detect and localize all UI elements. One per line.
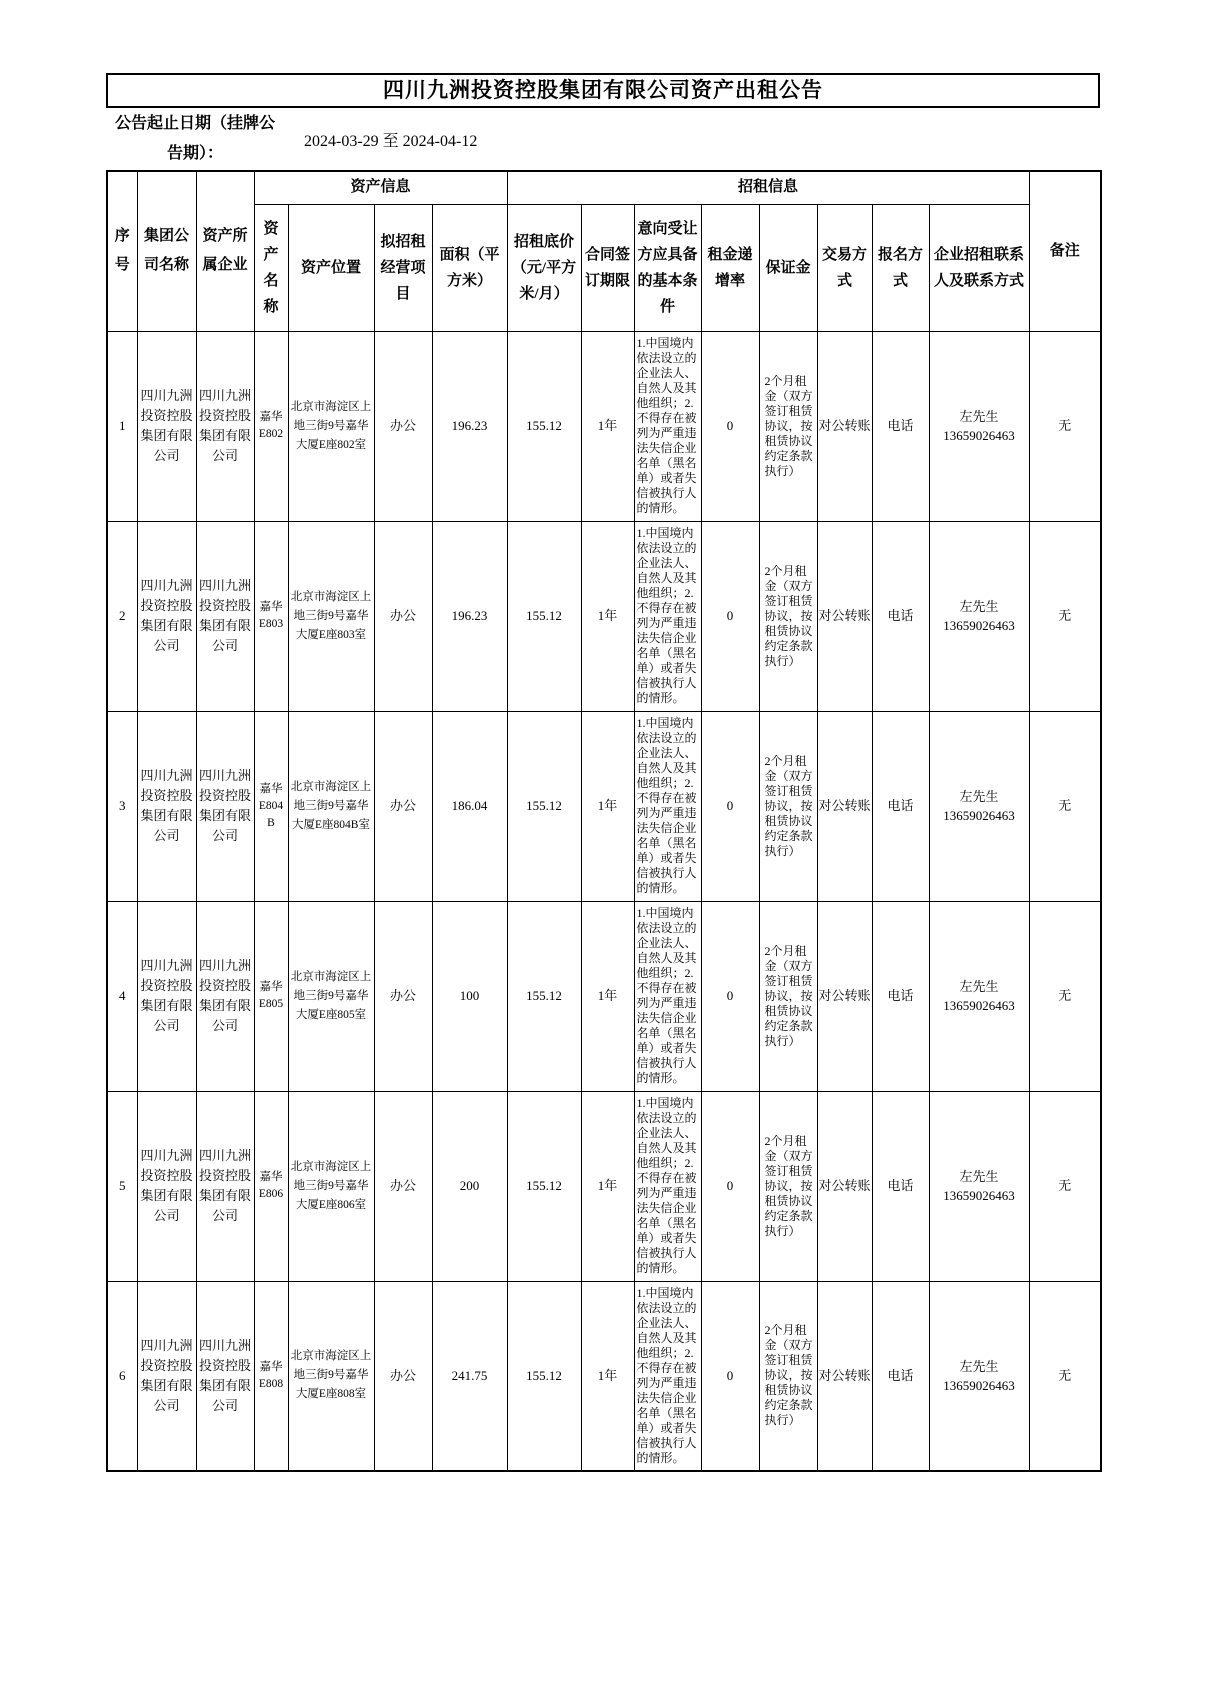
table-row: [107, 521, 1101, 711]
cell-registration-method: 电话: [872, 331, 929, 521]
table-body: [107, 331, 1101, 1471]
cell-area: 196.23: [432, 331, 507, 521]
cell-group-company: 四川九洲投资控股集团有限公司: [137, 901, 196, 1091]
cell-asset-name: 嘉华E804B: [254, 711, 288, 901]
cell-conditions: 1.中国境内依法设立的企业法人、自然人及其他组织；2.不得存在被列为严重违法失信企业名单（黑名单）或者失信被执行人的情形。: [634, 331, 701, 521]
cell-deposit: 2个月租金（双方签订租赁协议，按租赁协议约定条款执行）: [759, 1091, 817, 1281]
cell-conditions: 1.中国境内依法设立的企业法人、自然人及其他组织；2.不得存在被列为严重违法失信企业名单（黑名单）或者失信被执行人的情形。: [634, 1281, 701, 1471]
cell-contract-term: 1年: [581, 1091, 634, 1281]
cell-rent-increase: 0: [701, 1091, 759, 1281]
cell-business: 办公: [374, 521, 432, 711]
cell-owner-company: 四川九洲投资控股集团有限公司: [196, 1281, 254, 1471]
contact-name: 左先生: [959, 979, 999, 994]
cell-owner-company: 四川九洲投资控股集团有限公司: [196, 711, 254, 901]
cell-conditions: 1.中国境内依法设立的企业法人、自然人及其他组织；2.不得存在被列为严重违法失信企业名单（黑名单）或者失信被执行人的情形。: [634, 901, 701, 1091]
group-header-asset-info: 资产信息: [254, 171, 507, 204]
cell-registration-method: 电话: [872, 1281, 929, 1471]
cell-transaction-method: 对公转账: [817, 711, 872, 901]
cell-area: 196.23: [432, 521, 507, 711]
cell-remark: 无: [1029, 1091, 1101, 1281]
col-header-registration-method: 报名方式: [872, 204, 929, 331]
cell-asset-location: 北京市海淀区上地三街9号嘉华大厦E座803室: [288, 521, 374, 711]
table-group-header-row: [107, 171, 1101, 204]
col-header-contract-term: 合同签订期限: [581, 204, 634, 331]
cell-asset-location: 北京市海淀区上地三街9号嘉华大厦E座804B室: [288, 711, 374, 901]
cell-asset-location: 北京市海淀区上地三街9号嘉华大厦E座802室: [288, 331, 374, 521]
table-row: [107, 901, 1101, 1091]
cell-asset-location: 北京市海淀区上地三街9号嘉华大厦E座808室: [288, 1281, 374, 1471]
contact-name: 左先生: [959, 789, 999, 804]
cell-area: 100: [432, 901, 507, 1091]
cell-owner-company: 四川九洲投资控股集团有限公司: [196, 1091, 254, 1281]
cell-base-price: 155.12: [507, 1091, 581, 1281]
cell-rent-increase: 0: [701, 1281, 759, 1471]
cell-group-company: 四川九洲投资控股集团有限公司: [137, 1281, 196, 1471]
cell-remark: 无: [1029, 331, 1101, 521]
cell-deposit: 2个月租金（双方签订租赁协议，按租赁协议约定条款执行）: [759, 331, 817, 521]
contact-phone: 13659026463: [943, 998, 1015, 1013]
cell-base-price: 155.12: [507, 521, 581, 711]
cell-transaction-method: 对公转账: [817, 901, 872, 1091]
cell-asset-name: 嘉华E802: [254, 331, 288, 521]
cell-deposit: 2个月租金（双方签订租赁协议，按租赁协议约定条款执行）: [759, 1281, 817, 1471]
cell-contract-term: 1年: [581, 901, 634, 1091]
table-row: [107, 711, 1101, 901]
col-header-conditions: 意向受让方应具备的基本条件: [634, 204, 701, 331]
col-header-rent-increase: 租金递增率: [701, 204, 759, 331]
cell-registration-method: 电话: [872, 901, 929, 1091]
col-header-owner-company: 资产所属企业: [196, 171, 254, 331]
group-header-rental-info: 招租信息: [507, 171, 1029, 204]
cell-remark: 无: [1029, 521, 1101, 711]
contact-phone: 13659026463: [943, 618, 1015, 633]
cell-index: 6: [107, 1281, 137, 1471]
announcement-period-row: [106, 108, 1100, 170]
cell-contact: [929, 901, 1029, 1091]
cell-base-price: 155.12: [507, 711, 581, 901]
cell-rent-increase: 0: [701, 711, 759, 901]
cell-group-company: 四川九洲投资控股集团有限公司: [137, 1091, 196, 1281]
cell-asset-name: 嘉华E808: [254, 1281, 288, 1471]
cell-owner-company: 四川九洲投资控股集团有限公司: [196, 901, 254, 1091]
cell-registration-method: 电话: [872, 1091, 929, 1281]
cell-asset-name: 嘉华E805: [254, 901, 288, 1091]
cell-base-price: 155.12: [507, 901, 581, 1091]
cell-asset-name: 嘉华E803: [254, 521, 288, 711]
contact-phone: 13659026463: [943, 808, 1015, 823]
cell-contact: [929, 331, 1029, 521]
col-header-asset-location: 资产位置: [288, 204, 374, 331]
cell-rent-increase: 0: [701, 901, 759, 1091]
cell-index: 2: [107, 521, 137, 711]
cell-business: 办公: [374, 331, 432, 521]
cell-rent-increase: 0: [701, 331, 759, 521]
cell-registration-method: 电话: [872, 521, 929, 711]
cell-transaction-method: 对公转账: [817, 1281, 872, 1471]
cell-contact: [929, 521, 1029, 711]
cell-deposit: 2个月租金（双方签订租赁协议，按租赁协议约定条款执行）: [759, 901, 817, 1091]
cell-rent-increase: 0: [701, 521, 759, 711]
cell-deposit: 2个月租金（双方签订租赁协议，按租赁协议约定条款执行）: [759, 711, 817, 901]
cell-index: 5: [107, 1091, 137, 1281]
cell-business: 办公: [374, 1091, 432, 1281]
col-header-business: 拟招租经营项目: [374, 204, 432, 331]
table-row: [107, 1281, 1101, 1471]
cell-conditions: 1.中国境内依法设立的企业法人、自然人及其他组织；2.不得存在被列为严重违法失信企业名单（黑名单）或者失信被执行人的情形。: [634, 1091, 701, 1281]
cell-transaction-method: 对公转账: [817, 1091, 872, 1281]
announcement-period-label: 公告起止日期（挂牌公告期）：: [114, 115, 275, 162]
col-header-index: 序号: [107, 171, 137, 331]
cell-contract-term: 1年: [581, 711, 634, 901]
contact-phone: 13659026463: [943, 1377, 1015, 1393]
cell-remark: 无: [1029, 1281, 1101, 1471]
cell-conditions: 1.中国境内依法设立的企业法人、自然人及其他组织；2.不得存在被列为严重违法失信企业名单（黑名单）或者失信被执行人的情形。: [634, 521, 701, 711]
contact-name: 左先生: [959, 599, 999, 614]
cell-transaction-method: 对公转账: [817, 521, 872, 711]
contact-phone: 13659026463: [943, 1188, 1015, 1203]
document-page: [106, 73, 1100, 1472]
cell-area: 241.75: [432, 1281, 507, 1471]
cell-contact: [929, 1281, 1029, 1471]
cell-business: 办公: [374, 901, 432, 1091]
cell-asset-name: 嘉华E806: [254, 1091, 288, 1281]
cell-base-price: 155.12: [507, 1281, 581, 1471]
col-header-group-company: 集团公司名称: [137, 171, 196, 331]
cell-group-company: 四川九洲投资控股集团有限公司: [137, 331, 196, 521]
table-row: [107, 1091, 1101, 1281]
contact-phone: 13659026463: [943, 428, 1015, 443]
col-header-remark: 备注: [1029, 171, 1101, 331]
cell-owner-company: 四川九洲投资控股集团有限公司: [196, 331, 254, 521]
cell-area: 186.04: [432, 711, 507, 901]
cell-owner-company: 四川九洲投资控股集团有限公司: [196, 521, 254, 711]
document-title-box: [106, 73, 1100, 108]
cell-base-price: 155.12: [507, 331, 581, 521]
cell-asset-location: 北京市海淀区上地三街9号嘉华大厦E座806室: [288, 1091, 374, 1281]
cell-index: 4: [107, 901, 137, 1091]
contact-name: 左先生: [959, 409, 999, 424]
table-row: [107, 331, 1101, 521]
cell-asset-location: 北京市海淀区上地三街9号嘉华大厦E座805室: [288, 901, 374, 1091]
contact-name: 左先生: [959, 1358, 999, 1374]
cell-transaction-method: 对公转账: [817, 331, 872, 521]
asset-rental-table: [106, 170, 1102, 1472]
document-title: 四川九洲投资控股集团有限公司资产出租公告: [383, 78, 823, 102]
cell-deposit: 2个月租金（双方签订租赁协议，按租赁协议约定条款执行）: [759, 521, 817, 711]
contact-name: 左先生: [959, 1169, 999, 1184]
col-header-asset-name: 资产名称: [254, 204, 288, 331]
cell-remark: 无: [1029, 901, 1101, 1091]
cell-area: 200: [432, 1091, 507, 1281]
cell-contact: [929, 1091, 1029, 1281]
cell-remark: 无: [1029, 711, 1101, 901]
col-header-contact: 企业招租联系人及联系方式: [929, 204, 1029, 331]
cell-group-company: 四川九洲投资控股集团有限公司: [137, 521, 196, 711]
cell-business: 办公: [374, 711, 432, 901]
announcement-period-value: 2024-03-29 至 2024-04-12: [304, 132, 478, 150]
cell-business: 办公: [374, 1281, 432, 1471]
col-header-deposit: 保证金: [759, 204, 817, 331]
cell-conditions: 1.中国境内依法设立的企业法人、自然人及其他组织；2.不得存在被列为严重违法失信企业名单（黑名单）或者失信被执行人的情形。: [634, 711, 701, 901]
cell-registration-method: 电话: [872, 711, 929, 901]
cell-index: 1: [107, 331, 137, 521]
col-header-base-price: 招租底价（元/平方米/月）: [507, 204, 581, 331]
cell-contact: [929, 711, 1029, 901]
cell-contract-term: 1年: [581, 521, 634, 711]
cell-contract-term: 1年: [581, 1281, 634, 1471]
cell-contract-term: 1年: [581, 331, 634, 521]
cell-group-company: 四川九洲投资控股集团有限公司: [137, 711, 196, 901]
col-header-transaction-method: 交易方式: [817, 204, 872, 331]
table-column-header-row: [107, 204, 1101, 331]
col-header-area: 面积（平方米）: [432, 204, 507, 331]
cell-index: 3: [107, 711, 137, 901]
